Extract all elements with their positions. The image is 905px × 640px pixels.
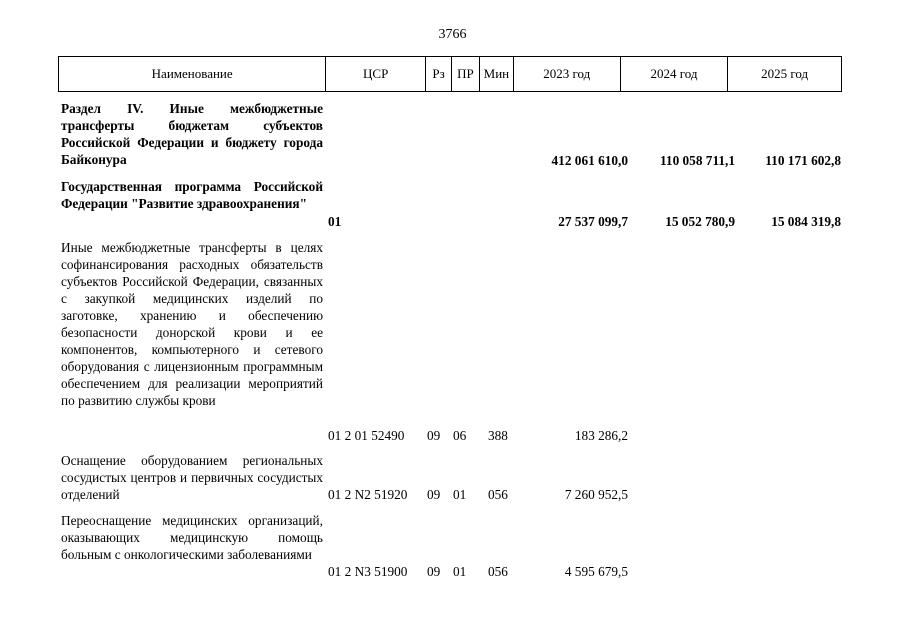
row-rz: 09 <box>427 487 441 502</box>
row-csr: 01 2 N2 51920 <box>328 487 408 502</box>
header-csr: ЦСР <box>326 57 426 91</box>
row-pr: 01 <box>453 564 467 579</box>
row-csr: 01 2 01 52490 <box>328 428 405 443</box>
row-value-2025: 15 084 319,8 <box>771 214 841 229</box>
row-rz: 09 <box>427 564 441 579</box>
row-value-2023: 183 286,2 <box>574 428 628 443</box>
row-name: Оснащение оборудованием региональных сосудистых центров и первичных сосудистых отделений <box>61 453 323 502</box>
row-value-2023: 4 595 679,5 <box>564 564 628 579</box>
row-csr: 01 <box>328 214 342 229</box>
row-pr: 06 <box>453 428 467 443</box>
row-value-2023: 412 061 610,0 <box>551 153 628 168</box>
page-number: 3766 <box>438 27 467 42</box>
row-value-2023: 27 537 099,7 <box>558 214 628 229</box>
header-name: Наименование <box>59 57 326 91</box>
row-rz: 09 <box>427 428 441 443</box>
header-min: Мин <box>480 57 514 91</box>
row-min: 388 <box>488 428 508 443</box>
row-name: Раздел IV. Иные межбюджетные трансферты бюджетам субъектов Российской Федерации и бюджету города Байконура <box>61 101 323 167</box>
row-csr: 01 2 N3 51900 <box>328 564 408 579</box>
row-min: 056 <box>488 487 508 502</box>
row-value-2025: 110 171 602,8 <box>765 153 841 168</box>
header-pr: ПР <box>452 57 480 91</box>
table-header <box>58 56 842 92</box>
row-pr: 01 <box>453 487 467 502</box>
row-value-2023: 7 260 952,5 <box>564 487 628 502</box>
row-name: Иные межбюджетные трансферты в целях софинансирования расходных обязательств субъектов Российской Федерации, связанных с закупкой медицинских изделий по заготовке, хранению и обеспечению безопасности донорской крови и ее компонентов, компьютерного и сетевого оборудования с лицензионным программным обеспечением для реализации мероприятий по развитию службы крови <box>61 240 323 408</box>
header-2024: 2024 год <box>621 57 729 91</box>
header-2023: 2023 год <box>514 57 621 91</box>
row-value-2024: 110 058 711,1 <box>660 153 735 168</box>
header-2025: 2025 год <box>761 66 809 81</box>
header-rz: Рз <box>426 57 452 91</box>
row-min: 056 <box>488 564 508 579</box>
row-name: Переоснащение медицинских организаций, оказывающих медицинскую помощь больным с онкологическими заболеваниями <box>61 513 323 562</box>
row-name: Государственная программа Российской Федерации "Развитие здравоохранения" <box>61 179 323 211</box>
row-value-2024: 15 052 780,9 <box>665 214 735 229</box>
